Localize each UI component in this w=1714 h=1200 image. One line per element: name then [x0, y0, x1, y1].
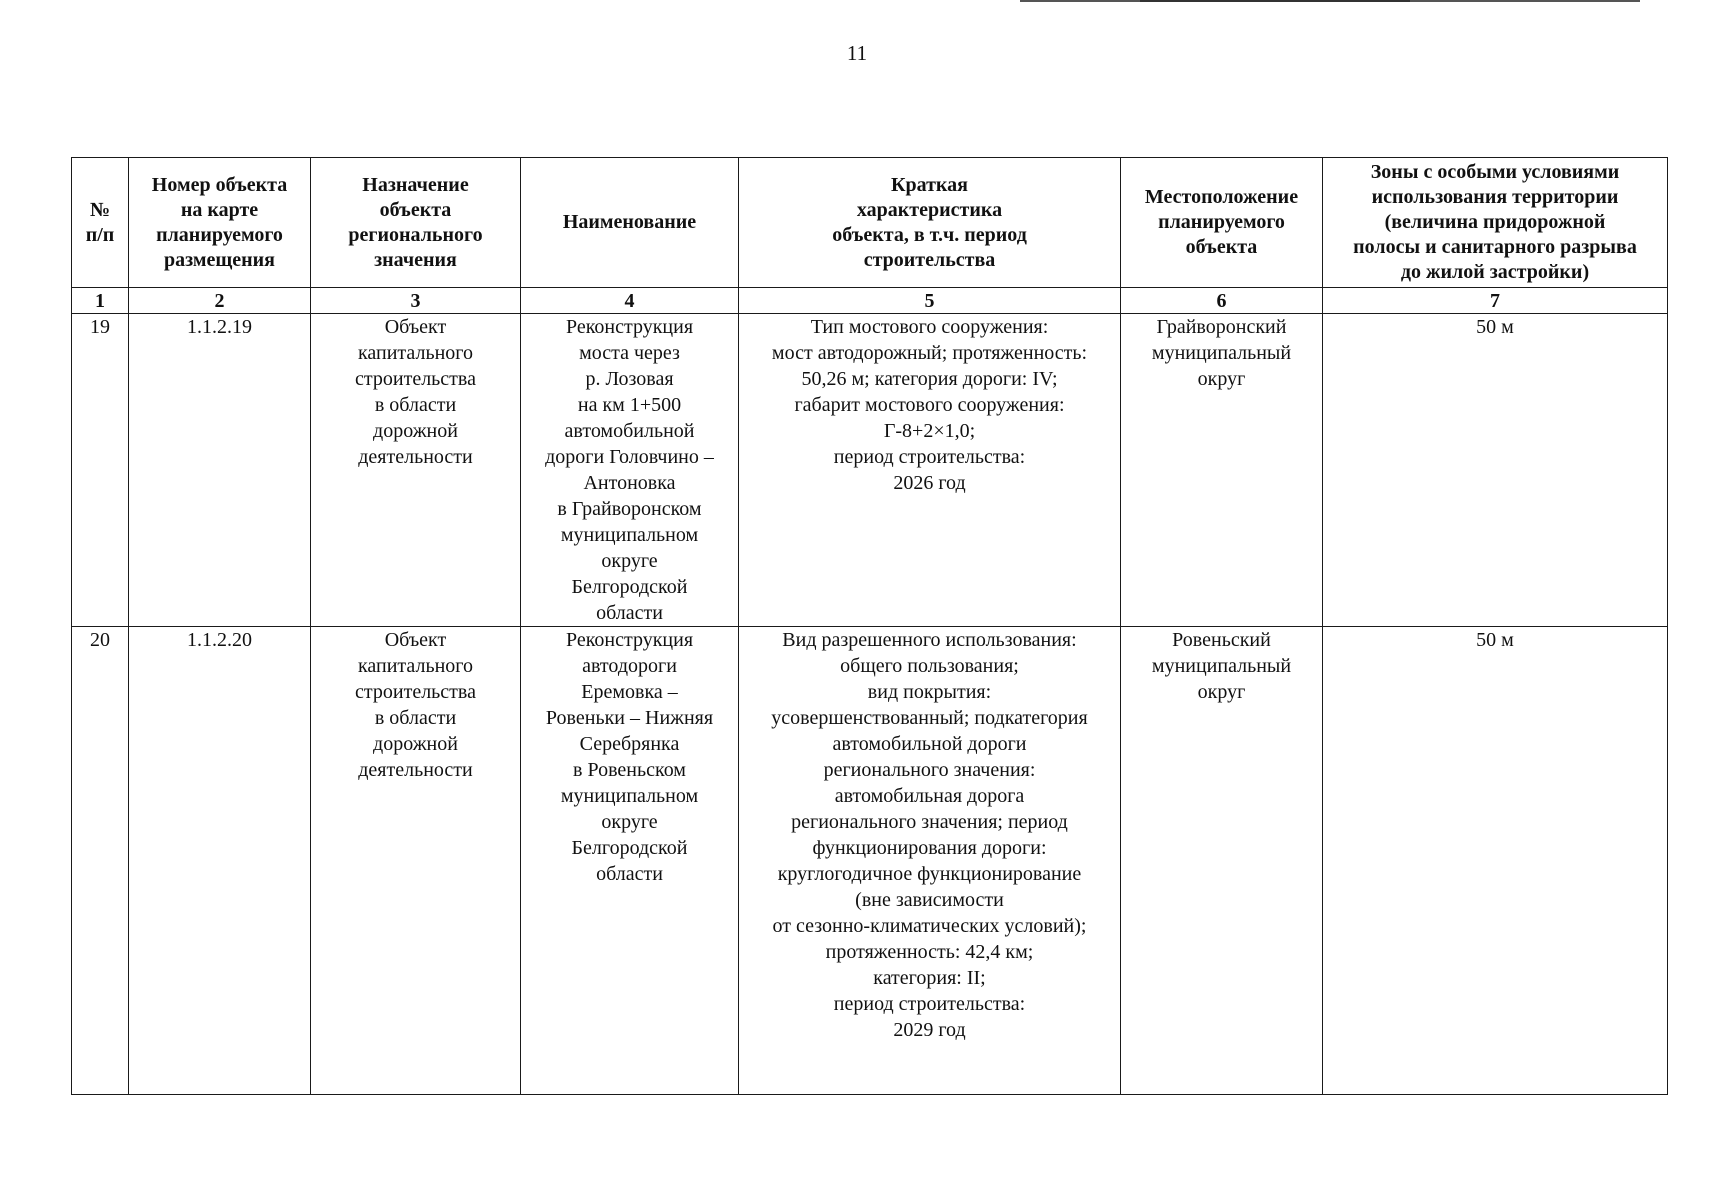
object-characteristics: Вид разрешенного использования: общего пользования; вид покрытия: усовершенствованный; подкатегория автомобильной дороги регионального значения: автомобильная дорога регионального значения; период функционирования дороги: круглогодичное функционирование (вне зависимости от сезонно-климатических условий); протяженность: 42,4 км; категория: II; период строительства: 2029 год: [739, 627, 1121, 1095]
object-location: Ровеньский муниципальный округ: [1121, 627, 1323, 1095]
row-number: 19: [72, 314, 129, 627]
column-number: 1: [72, 288, 129, 314]
column-number: 2: [129, 288, 311, 314]
objects-table: [71, 157, 1668, 1095]
special-zones: 50 м: [1323, 314, 1668, 627]
header-cell: Местоположение планируемого объекта: [1121, 158, 1323, 288]
object-characteristics: Тип мостового сооружения: мост автодорожный; протяженность: 50,26 м; категория дороги: IV; габарит мостового сооружения: Г-8+2×1,0; период строительства: 2026 год: [739, 314, 1121, 627]
table-row: [72, 627, 1668, 1095]
column-number-row: [72, 288, 1668, 314]
column-number: 3: [311, 288, 521, 314]
column-number: 5: [739, 288, 1121, 314]
object-purpose: Объект капитального строительства в области дорожной деятельности: [311, 627, 521, 1095]
scan-edge-mark: [1020, 0, 1140, 2]
table-row: [72, 314, 1668, 627]
object-name: Реконструкция моста через р. Лозовая на км 1+500 автомобильной дороги Головчино – Антоновка в Грайворонском муниципальном округе Белгородской области: [521, 314, 739, 627]
header-cell: Назначение объекта регионального значения: [311, 158, 521, 288]
object-location: Грайворонский муниципальный округ: [1121, 314, 1323, 627]
page-number: 11: [846, 41, 868, 65]
table-header-row: [72, 158, 1668, 288]
header-cell: № п/п: [72, 158, 129, 288]
object-purpose: Объект капитального строительства в области дорожной деятельности: [311, 314, 521, 627]
map-number: 1.1.2.20: [129, 627, 311, 1095]
column-number: 7: [1323, 288, 1668, 314]
header-cell: Номер объекта на карте планируемого размещения: [129, 158, 311, 288]
map-number: 1.1.2.19: [129, 314, 311, 627]
row-number: 20: [72, 627, 129, 1095]
column-number: 4: [521, 288, 739, 314]
header-cell: Краткая характеристика объекта, в т.ч. период строительства: [739, 158, 1121, 288]
header-cell: Зоны с особыми условиями использования территории (величина придорожной полосы и санитарного разрыва до жилой застройки): [1323, 158, 1668, 288]
column-number: 6: [1121, 288, 1323, 314]
header-cell: Наименование: [521, 158, 739, 288]
special-zones: 50 м: [1323, 627, 1668, 1095]
scan-edge-mark: [1140, 0, 1410, 2]
scan-edge-mark: [1410, 0, 1640, 2]
object-name: Реконструкция автодороги Еремовка – Ровеньки – Нижняя Серебрянка в Ровеньском муниципальном округе Белгородской области: [521, 627, 739, 1095]
